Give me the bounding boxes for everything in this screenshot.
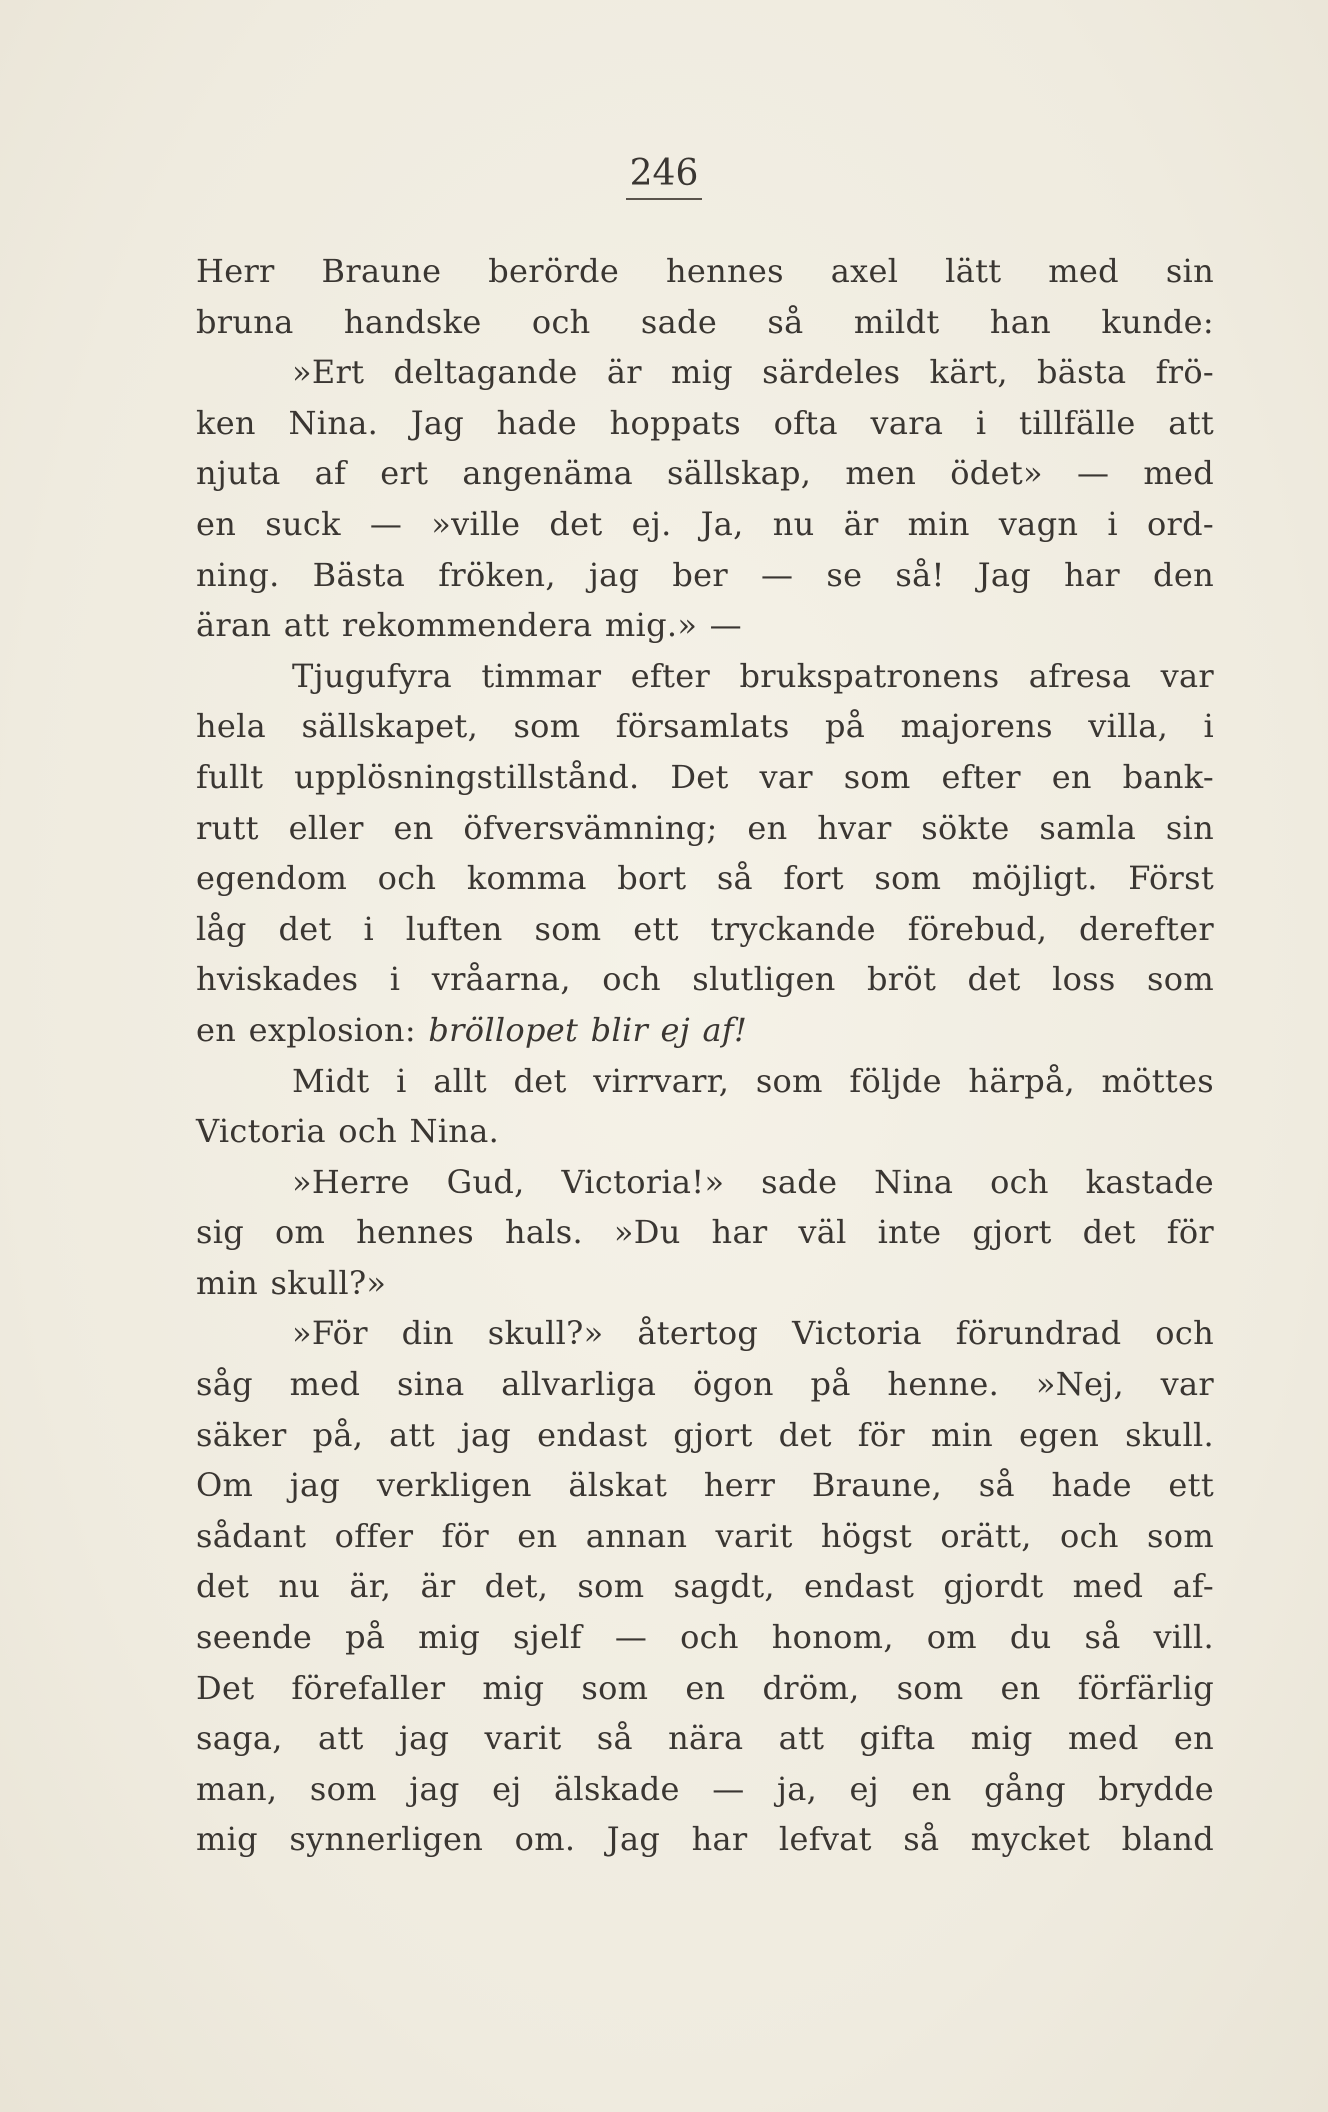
- text-line: saga, att jag varit så nära att gifta mig med en: [196, 1719, 1214, 1758]
- text-line: seende på mig sjelf — och honom, om du så vill.: [196, 1618, 1214, 1657]
- text-line: egendom och komma bort så fort som möjligt. Först: [196, 859, 1214, 898]
- text-line: låg det i luften som ett tryckande förebud, derefter: [196, 909, 1214, 948]
- page-number: 246: [0, 152, 1328, 200]
- text-line: »För din skull?» återtog Victoria förundrad och: [292, 1314, 1214, 1353]
- text-line: hela sällskapet, som församlats på majorens villa, i: [196, 707, 1214, 746]
- text-line: äran att rekommendera mig.» —: [196, 606, 742, 645]
- text-line: [196, 1005, 1214, 1056]
- text-line: min skull?»: [196, 1263, 387, 1302]
- text-line: Det förefaller mig som en dröm, som en förfärlig: [196, 1668, 1214, 1707]
- text-line: ken Nina. Jag hade hoppats ofta vara i tillfälle att: [196, 403, 1214, 442]
- text-line: ning. Bästa fröken, jag ber — se så! Jag har den: [196, 555, 1214, 594]
- text-line: Midt i allt det virrvarr, som följde härpå, möttes: [292, 1061, 1214, 1100]
- italic-phrase: bröllopet blir ej af!: [428, 1010, 748, 1049]
- text-line: bruna handske och sade så mildt han kunde:: [196, 302, 1214, 341]
- body-text: [196, 246, 1214, 1865]
- text-line: mig synnerligen om. Jag har lefvat så mycket bland: [196, 1820, 1214, 1859]
- text-line: det nu är, är det, som sagdt, endast gjordt med af-: [196, 1567, 1214, 1606]
- text-line: Herr Braune berörde hennes axel lätt med sin: [196, 252, 1214, 290]
- text-line: sådant offer för en annan varit högst orätt, och som: [196, 1516, 1214, 1555]
- text-line: »Ert deltagande är mig särdeles kärt, bästa frö-: [292, 353, 1214, 392]
- text-line: Victoria och Nina.: [196, 1112, 500, 1151]
- text-line: hviskades i vråarna, och slutligen bröt det loss som: [196, 960, 1214, 999]
- text-line: njuta af ert angenäma sällskap, men ödet» — med: [196, 454, 1214, 493]
- text-line: fullt upplösningstillstånd. Det var som efter en bank-: [196, 757, 1214, 796]
- text-line: Om jag verkligen älskat herr Braune, så hade ett: [196, 1466, 1214, 1505]
- text-line: Tjugufyra timmar efter brukspatronens afresa var: [292, 656, 1214, 695]
- text-line: säker på, att jag endast gjort det för min egen skull.: [196, 1415, 1214, 1454]
- text-line: rutt eller en öfversvämning; en hvar sökte samla sin: [196, 808, 1214, 847]
- text-line: såg med sina allvarliga ögon på henne. »Nej, var: [196, 1365, 1214, 1404]
- text-line: »Herre Gud, Victoria!» sade Nina och kastade: [292, 1162, 1214, 1201]
- text-line: en suck — »ville det ej. Ja, nu är min vagn i ord-: [196, 504, 1214, 543]
- text-segment: en explosion:: [196, 1010, 416, 1049]
- text-line: sig om hennes hals. »Du har väl inte gjort det för: [196, 1213, 1214, 1252]
- text-line: man, som jag ej älskade — ja, ej en gång brydde: [196, 1769, 1214, 1808]
